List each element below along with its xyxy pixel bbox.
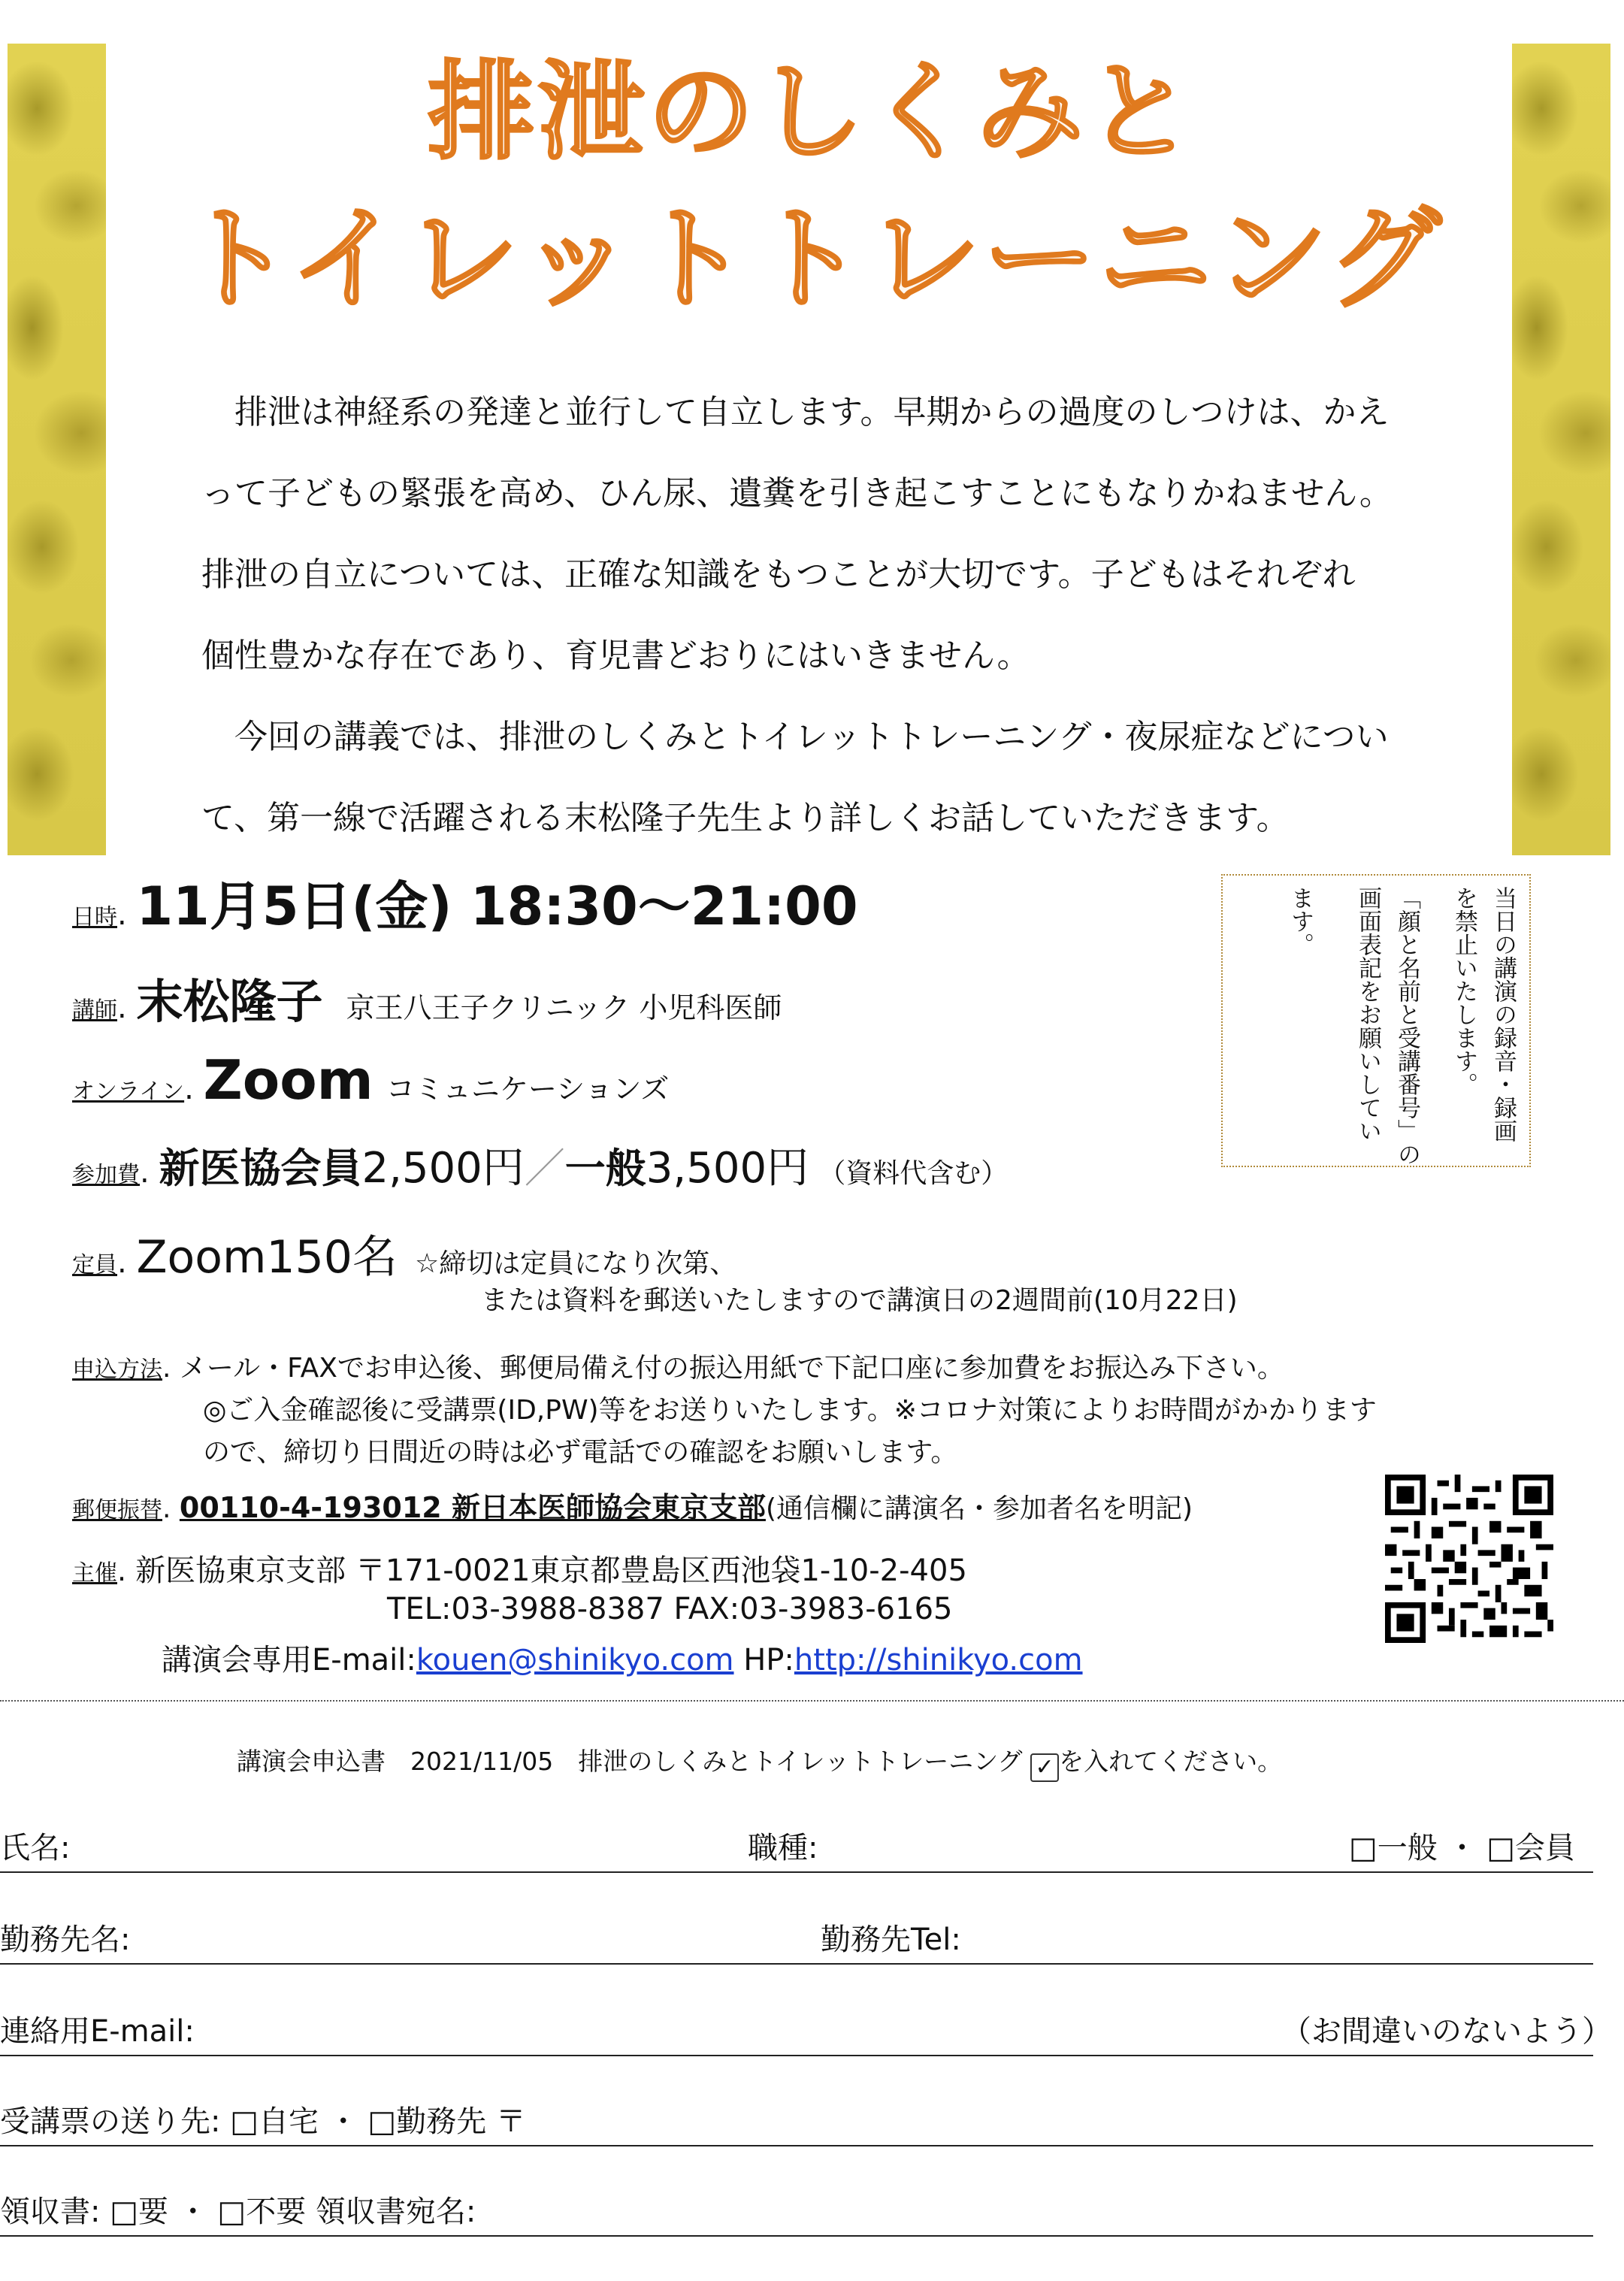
notice-col: を禁止いたします。 <box>1450 886 1477 1096</box>
fee-general-name: 一般 <box>564 1145 646 1192</box>
form-row-name[interactable] <box>0 1825 1593 1873</box>
notice-col: 画面表記をお願いしてい <box>1354 886 1381 1142</box>
notice-col: ます。 <box>1287 886 1314 956</box>
title-line-2: トイレットトレーニング <box>180 194 1444 325</box>
form-row-email[interactable] <box>0 2008 1612 2056</box>
fee-member: 2,500円 <box>361 1144 525 1193</box>
online-row: オンライン. Zoom コミュニケーションズ <box>72 1048 670 1112</box>
intro-line: 排泄の自立については、正確な知識をもつことが大切です。子どもはそれぞれ <box>201 555 1356 594</box>
intro-line: って子どもの緊張を高め、ひん尿、遺糞を引き起こすことにもなりかねません。 <box>201 474 1393 513</box>
notice-col: 「顔と名前と受講番号」の <box>1393 886 1420 1166</box>
host-line-1: 新医協東京支部 〒171-0021東京都豊島区西池袋1-10-2-405 <box>135 1553 967 1588</box>
lecturer-row: 講師. 末松隆子 京王八王子クリニック 小児科医師 <box>72 974 782 1029</box>
checkmark-box-icon: ✓ <box>1030 1753 1059 1782</box>
capacity-row: 定員. Zoom150名 ☆締切は定員になり次第、 <box>72 1231 737 1284</box>
email-link[interactable]: kouen@shinikyo.com <box>416 1643 734 1677</box>
workplace-tel-label: 勤務先Tel: <box>821 1923 961 1957</box>
lecturer-name: 末松隆子 <box>136 974 323 1029</box>
capacity-label: 定員 <box>72 1252 117 1278</box>
fee-general: 3,500円 <box>646 1144 809 1193</box>
name-field-label: 氏名: <box>0 1831 71 1865</box>
email-field-label: 連絡用E-mail: <box>0 2014 195 2049</box>
job-field-label: 職種: <box>748 1831 818 1865</box>
date-value: 11月5日(金) 18:30〜21:00 <box>136 876 858 937</box>
notice-box <box>1221 874 1531 1167</box>
intro-line: 今回の講義では、排泄のしくみとトイレットトレーニング・夜尿症などについ <box>201 718 1389 756</box>
fee-note: （資料代含む） <box>818 1158 1009 1189</box>
online-value: Zoom <box>203 1048 373 1112</box>
host-line-2: TEL:03-3988-8387 FAX:03-3983-6165 <box>387 1592 953 1626</box>
fee-label: 参加費 <box>72 1162 140 1188</box>
intro-line: 個性豊かな存在であり、育児書どおりにはいきません。 <box>201 637 1030 675</box>
transfer-value: 00110-4-193012 新日本医師協会東京支部 <box>179 1491 766 1524</box>
apply-line-1: メール・FAXでお申込後、郵便局備え付の振込用紙で下記口座に参加費をお振込み下さい。 <box>179 1353 1284 1384</box>
apply-row: 申込方法. メール・FAXでお申込後、郵便局備え付の振込用紙で下記口座に参加費をお振込み下さい。 <box>72 1353 1284 1384</box>
form-header <box>237 1742 1282 1782</box>
transfer-label: 郵便振替 <box>72 1497 162 1523</box>
form-row-receipt[interactable] <box>0 2189 1593 2237</box>
hp-prefix: HP: <box>733 1643 794 1677</box>
contact-row <box>162 1636 1083 1679</box>
form-row-ticket[interactable] <box>0 2098 1593 2146</box>
capacity-note-2: または資料を郵送いたしますので講演日の2週間前(10月22日) <box>481 1285 1238 1316</box>
form-header-suffix: を入れてください。 <box>1059 1747 1283 1776</box>
qr-code-image <box>1385 1475 1553 1643</box>
lecturer-label: 講師 <box>72 997 117 1024</box>
email-prefix: 講演会専用E-mail: <box>162 1643 416 1677</box>
fee-separator: ／ <box>524 1145 565 1192</box>
transfer-row: 郵便振替. 00110-4-193012 新日本医師協会東京支部(通信欄に講演名・参加者名を明記) <box>72 1491 1193 1524</box>
form-row-workplace[interactable] <box>0 1916 1593 1965</box>
fee-member-name: 新医協会員 <box>159 1145 362 1192</box>
ticket-field-label: 受講票の送り先: □自宅 ・ □勤務先 〒 <box>0 2104 526 2139</box>
apply-line-3: ので、締切り日間近の時は必ず電話での確認をお願いします。 <box>203 1437 958 1468</box>
workplace-field-label: 勤務先名: <box>0 1923 131 1957</box>
apply-line-2: ◎ご入金確認後に受講票(ID,PW)等をお送りいたします。※コロナ対策によりお時間がかかります <box>203 1395 1377 1426</box>
job-options[interactable]: □一般 ・ □会員 <box>1349 1831 1576 1865</box>
date-label: 日時 <box>72 904 117 930</box>
intro-line: て、第一線で活躍される末松隆子先生より詳しくお話していただきます。 <box>201 799 1290 837</box>
date-row: 日時. 11月5日(金) 18:30〜21:00 <box>72 876 858 937</box>
intro-line: 排泄は神経系の発達と並行して自立します。早期からの過度のしつけは、かえ <box>201 393 1390 431</box>
apply-label: 申込方法 <box>72 1357 162 1383</box>
online-sub: コミュニケーションズ <box>386 1072 670 1106</box>
capacity-value: Zoom150名 <box>136 1231 398 1284</box>
capacity-note-1: ☆締切は定員になり次第、 <box>415 1248 737 1279</box>
form-header-text: 講演会申込書 2021/11/05 排泄のしくみとトイレットトレーニング <box>237 1747 1023 1776</box>
host-label: 主催 <box>72 1560 117 1587</box>
cut-line <box>0 1700 1624 1702</box>
fee-row: 参加費. 新医協会員2,500円／一般3,500円 （資料代含む） <box>72 1144 1009 1193</box>
host-row: 主催. 新医協東京支部 〒171-0021東京都豊島区西池袋1-10-2-405 <box>72 1553 967 1588</box>
transfer-note: (通信欄に講演名・参加者名を明記) <box>765 1493 1193 1524</box>
hp-link[interactable]: http://shinikyo.com <box>794 1643 1083 1677</box>
online-label: オンライン <box>72 1078 185 1105</box>
receipt-field-label: 領収書: □要 ・ □不要 領収書宛名: <box>0 2195 476 2229</box>
notice-col: 当日の講演の録音・録画 <box>1489 886 1517 1142</box>
lecturer-affiliation: 京王八王子クリニック 小児科医師 <box>346 991 782 1024</box>
email-note: （お間違いのないよう） <box>1281 2014 1612 2049</box>
title-line-1: 排泄のしくみと <box>428 50 1196 174</box>
